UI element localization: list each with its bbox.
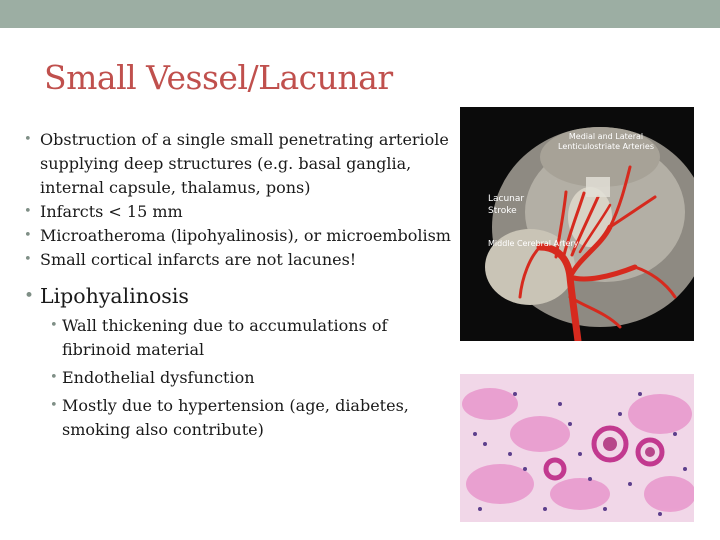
sub-bullet-text: Wall thickening due to accumulations of fibrinoid material: [62, 316, 388, 359]
bullet-text: Obstruction of a single small penetrating arteriole supplying deep structures (e.g. basal ganglia, internal capsule, thalamus, pons): [40, 130, 449, 197]
stroke-label: Stroke: [488, 206, 517, 216]
bullet-marker: •: [24, 252, 32, 267]
histology-image: [460, 374, 694, 522]
lacunar-label: Lacunar: [488, 194, 525, 204]
bullet-item: [24, 248, 454, 272]
bullet-text: Small cortical infarcts are not lacunes!: [40, 250, 357, 269]
bullet-marker: •: [24, 286, 35, 306]
bullet-marker: •: [50, 318, 58, 333]
bullet-marker: •: [50, 398, 58, 413]
bullet-text: Microatheroma (lipohyalinosis), or microembolism: [40, 226, 451, 245]
bullet-marker: •: [24, 132, 32, 147]
mca-label: Middle Cerebral Artery: [488, 239, 579, 248]
bullet-text: Infarcts < 15 mm: [40, 202, 183, 221]
bullet-list: [24, 128, 454, 442]
lacune-highlight: [586, 177, 610, 197]
sub-bullet-text: Mostly due to hypertension (age, diabetes, smoking also contribute): [62, 396, 409, 439]
bullet-marker: •: [24, 228, 32, 243]
sub-bullet-item: [24, 366, 454, 390]
bullet-marker: •: [24, 204, 32, 219]
bullet-item: [24, 224, 454, 248]
bullet-text: Lipohyalinosis: [40, 284, 189, 308]
top-accent-bar: [0, 0, 720, 28]
slide-title: Small Vessel/Lacunar: [44, 58, 393, 97]
sub-bullet-item: [24, 314, 454, 362]
sub-bullet-item: [24, 394, 454, 442]
bullet-marker: •: [50, 370, 58, 385]
arteries-label-line1: Medial and Lateral: [568, 132, 644, 141]
bullet-item: [24, 128, 454, 200]
bullet-heading-lipohyalinosis: [24, 282, 454, 310]
brain-artery-illustration: [460, 107, 694, 341]
bullet-item: [24, 200, 454, 224]
sub-bullet-text: Endothelial dysfunction: [62, 368, 255, 387]
arteries-label-line2: Lenticulostriate Arteries: [558, 142, 654, 151]
